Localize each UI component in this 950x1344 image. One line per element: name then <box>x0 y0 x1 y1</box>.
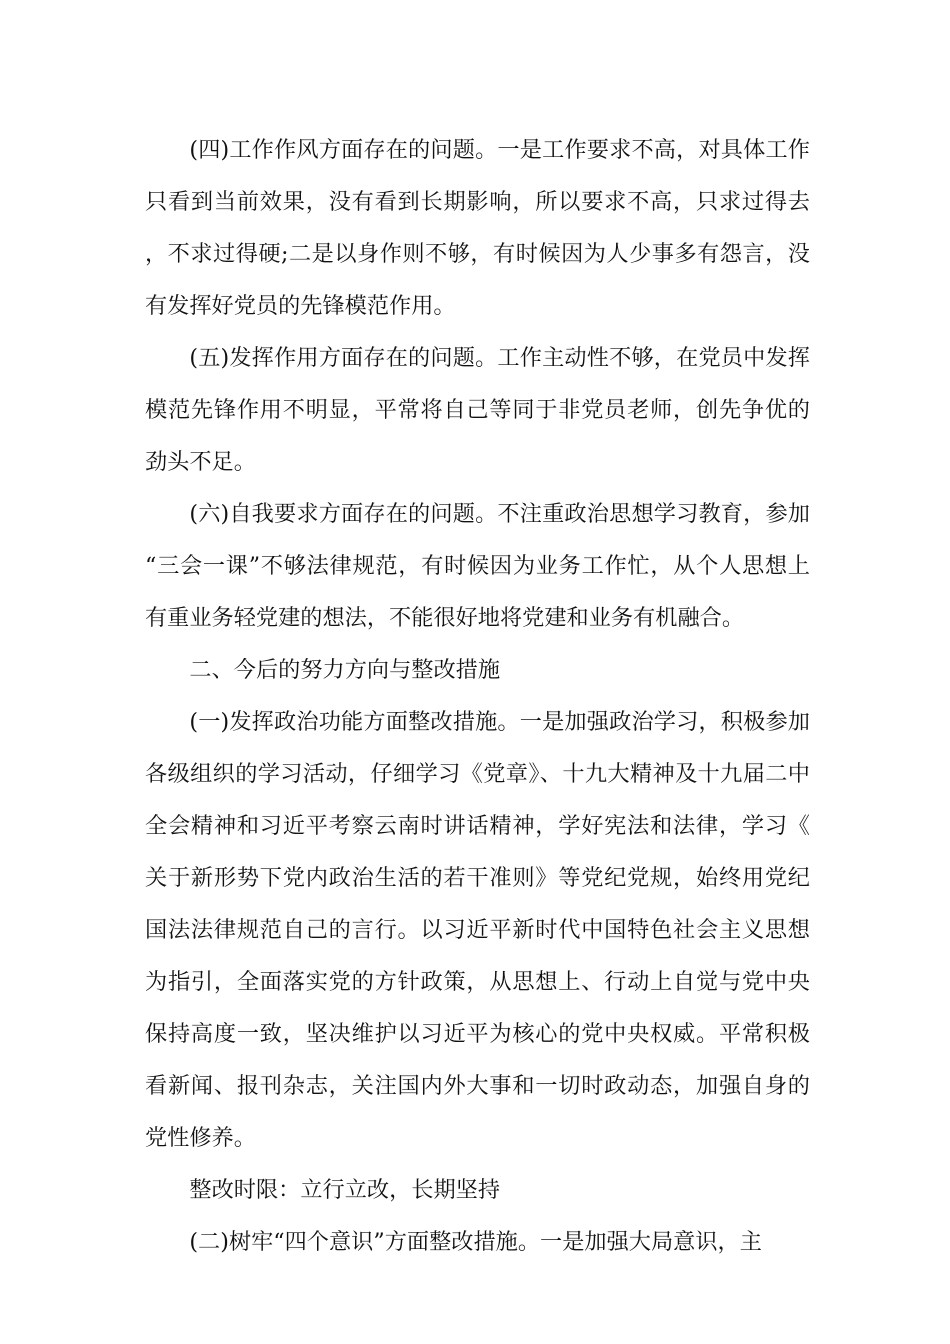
section-heading-rectification: 二、今后的努力方向与整改措施 <box>189 657 501 683</box>
paragraph-political-function-measures: (一)发挥政治功能方面整改措施。一是加强政治学习，积极参加各级组织的学习活动，仔细学习《党章》、十九大精神及十九届二中全会精神和习近平考察云南时讲话精神，学好宪法和法律，学习《关于新形势下党内政治生活的若干准则》等党纪党规，始终用党纪国法法律规范自己的言行。以习近平新时代中国特色社会主义思想为指引，全面落实党的方针政策，从思想上、行动上自觉与党中央保持高度一致，坚决维护以习近平为核心的党中央权威。平常积极看新闻、报刊杂志，关注国内外大事和一切时政动态，加强自身的党性修养。 <box>145 709 810 1151</box>
paragraph-work-style-issues: (四)工作作风方面存在的问题。一是工作要求不高，对具体工作只看到当前效果，没有看到长期影响，所以要求不高，只求过得去，不求过得硬;二是以身作则不够，有时候因为人少事多有怨言，没有发挥好党员的先锋模范作用。 <box>145 137 810 319</box>
paragraph-role-issues: (五)发挥作用方面存在的问题。工作主动性不够，在党员中发挥模范先锋作用不明显，平常将自己等同于非党员老师，创先争优的劲头不足。 <box>145 345 810 475</box>
paragraph-self-requirement-issues: (六)自我要求方面存在的问题。不注重政治思想学习教育，参加“三会一课”不够法律规范，有时候因为业务工作忙，从个人思想上有重业务轻党建的想法，不能很好地将党建和业务有机融合。 <box>145 501 810 631</box>
paragraph-four-consciousness-measures: (二)树牢“四个意识”方面整改措施。一是加强大局意识，主 <box>189 1229 762 1255</box>
paragraph-rectification-deadline: 整改时限：立行立改，长期坚持 <box>189 1177 501 1203</box>
document-body <box>145 124 810 1268</box>
